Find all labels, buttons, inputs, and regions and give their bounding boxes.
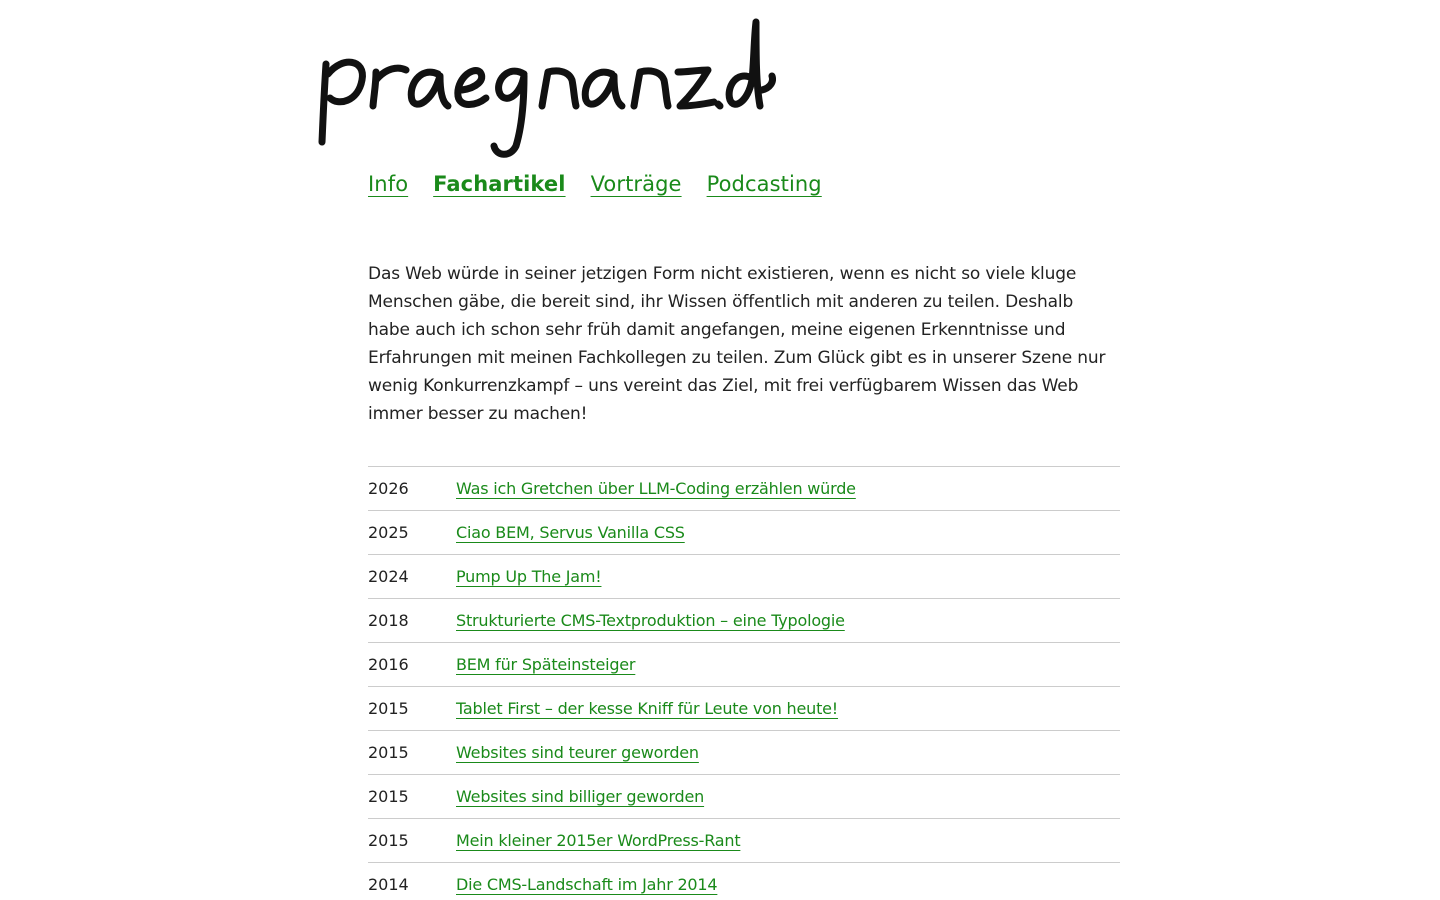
article-year: 2015: [368, 699, 409, 718]
article-row: [368, 731, 1120, 775]
article-link[interactable]: BEM für Späteinsteiger: [456, 655, 636, 674]
nav-item-fachartikel[interactable]: Fachartikel: [433, 172, 566, 196]
site-logo[interactable]: [316, 14, 776, 164]
article-link[interactable]: Pump Up The Jam!: [456, 567, 602, 586]
article-link[interactable]: Strukturierte CMS-Textproduktion – eine Typologie: [456, 611, 845, 630]
article-row: [368, 467, 1120, 511]
article-row: [368, 819, 1120, 863]
nav-item-info[interactable]: Info: [368, 172, 409, 196]
article-row: [368, 599, 1120, 643]
article-row: [368, 511, 1120, 555]
article-year: 2015: [368, 831, 409, 850]
article-link[interactable]: Ciao BEM, Servus Vanilla CSS: [456, 523, 685, 542]
article-link[interactable]: Websites sind teurer geworden: [456, 743, 699, 762]
intro-paragraph: Das Web würde in seiner jetzigen Form nicht existieren, wenn es nicht so viele kluge Menschen gäbe, die bereit sind, ihr Wissen öffentlich mit anderen zu teilen. Deshalb habe auch ich schon sehr früh damit angefangen, meine eigenen Erkenntnisse und Erfahrungen mit meinen Fachkollegen zu teilen. Zum Glück gibt es in unserer Szene nur wenig Konkurrenzkampf – uns vereint das Ziel, mit frei verfügbarem Wissen das Web immer besser zu machen!: [368, 264, 1106, 424]
article-year: 2024: [368, 567, 409, 586]
article-row: [368, 643, 1120, 687]
article-year: 2015: [368, 743, 409, 762]
article-year: 2018: [368, 611, 409, 630]
article-year: 2026: [368, 479, 409, 498]
logo-lettering-icon: [316, 14, 776, 164]
article-link[interactable]: Websites sind billiger geworden: [456, 787, 705, 806]
article-row: [368, 863, 1120, 900]
main-nav: [368, 168, 822, 200]
article-year: 2025: [368, 523, 409, 542]
article-list: [368, 466, 1120, 900]
article-row: [368, 687, 1120, 731]
article-link[interactable]: Die CMS-Landschaft im Jahr 2014: [456, 875, 718, 894]
article-year: 2014: [368, 875, 409, 894]
article-link[interactable]: Tablet First – der kesse Kniff für Leute von heute!: [456, 699, 839, 718]
article-year: 2016: [368, 655, 409, 674]
nav-item-podcasting[interactable]: Podcasting: [706, 172, 822, 196]
article-link[interactable]: Mein kleiner 2015er WordPress-Rant: [456, 831, 741, 850]
article-link[interactable]: Was ich Gretchen über LLM-Coding erzählen würde: [456, 479, 856, 498]
article-row: [368, 555, 1120, 599]
article-year: 2015: [368, 787, 409, 806]
nav-item-vortraege[interactable]: Vorträge: [590, 172, 682, 196]
article-row: [368, 775, 1120, 819]
